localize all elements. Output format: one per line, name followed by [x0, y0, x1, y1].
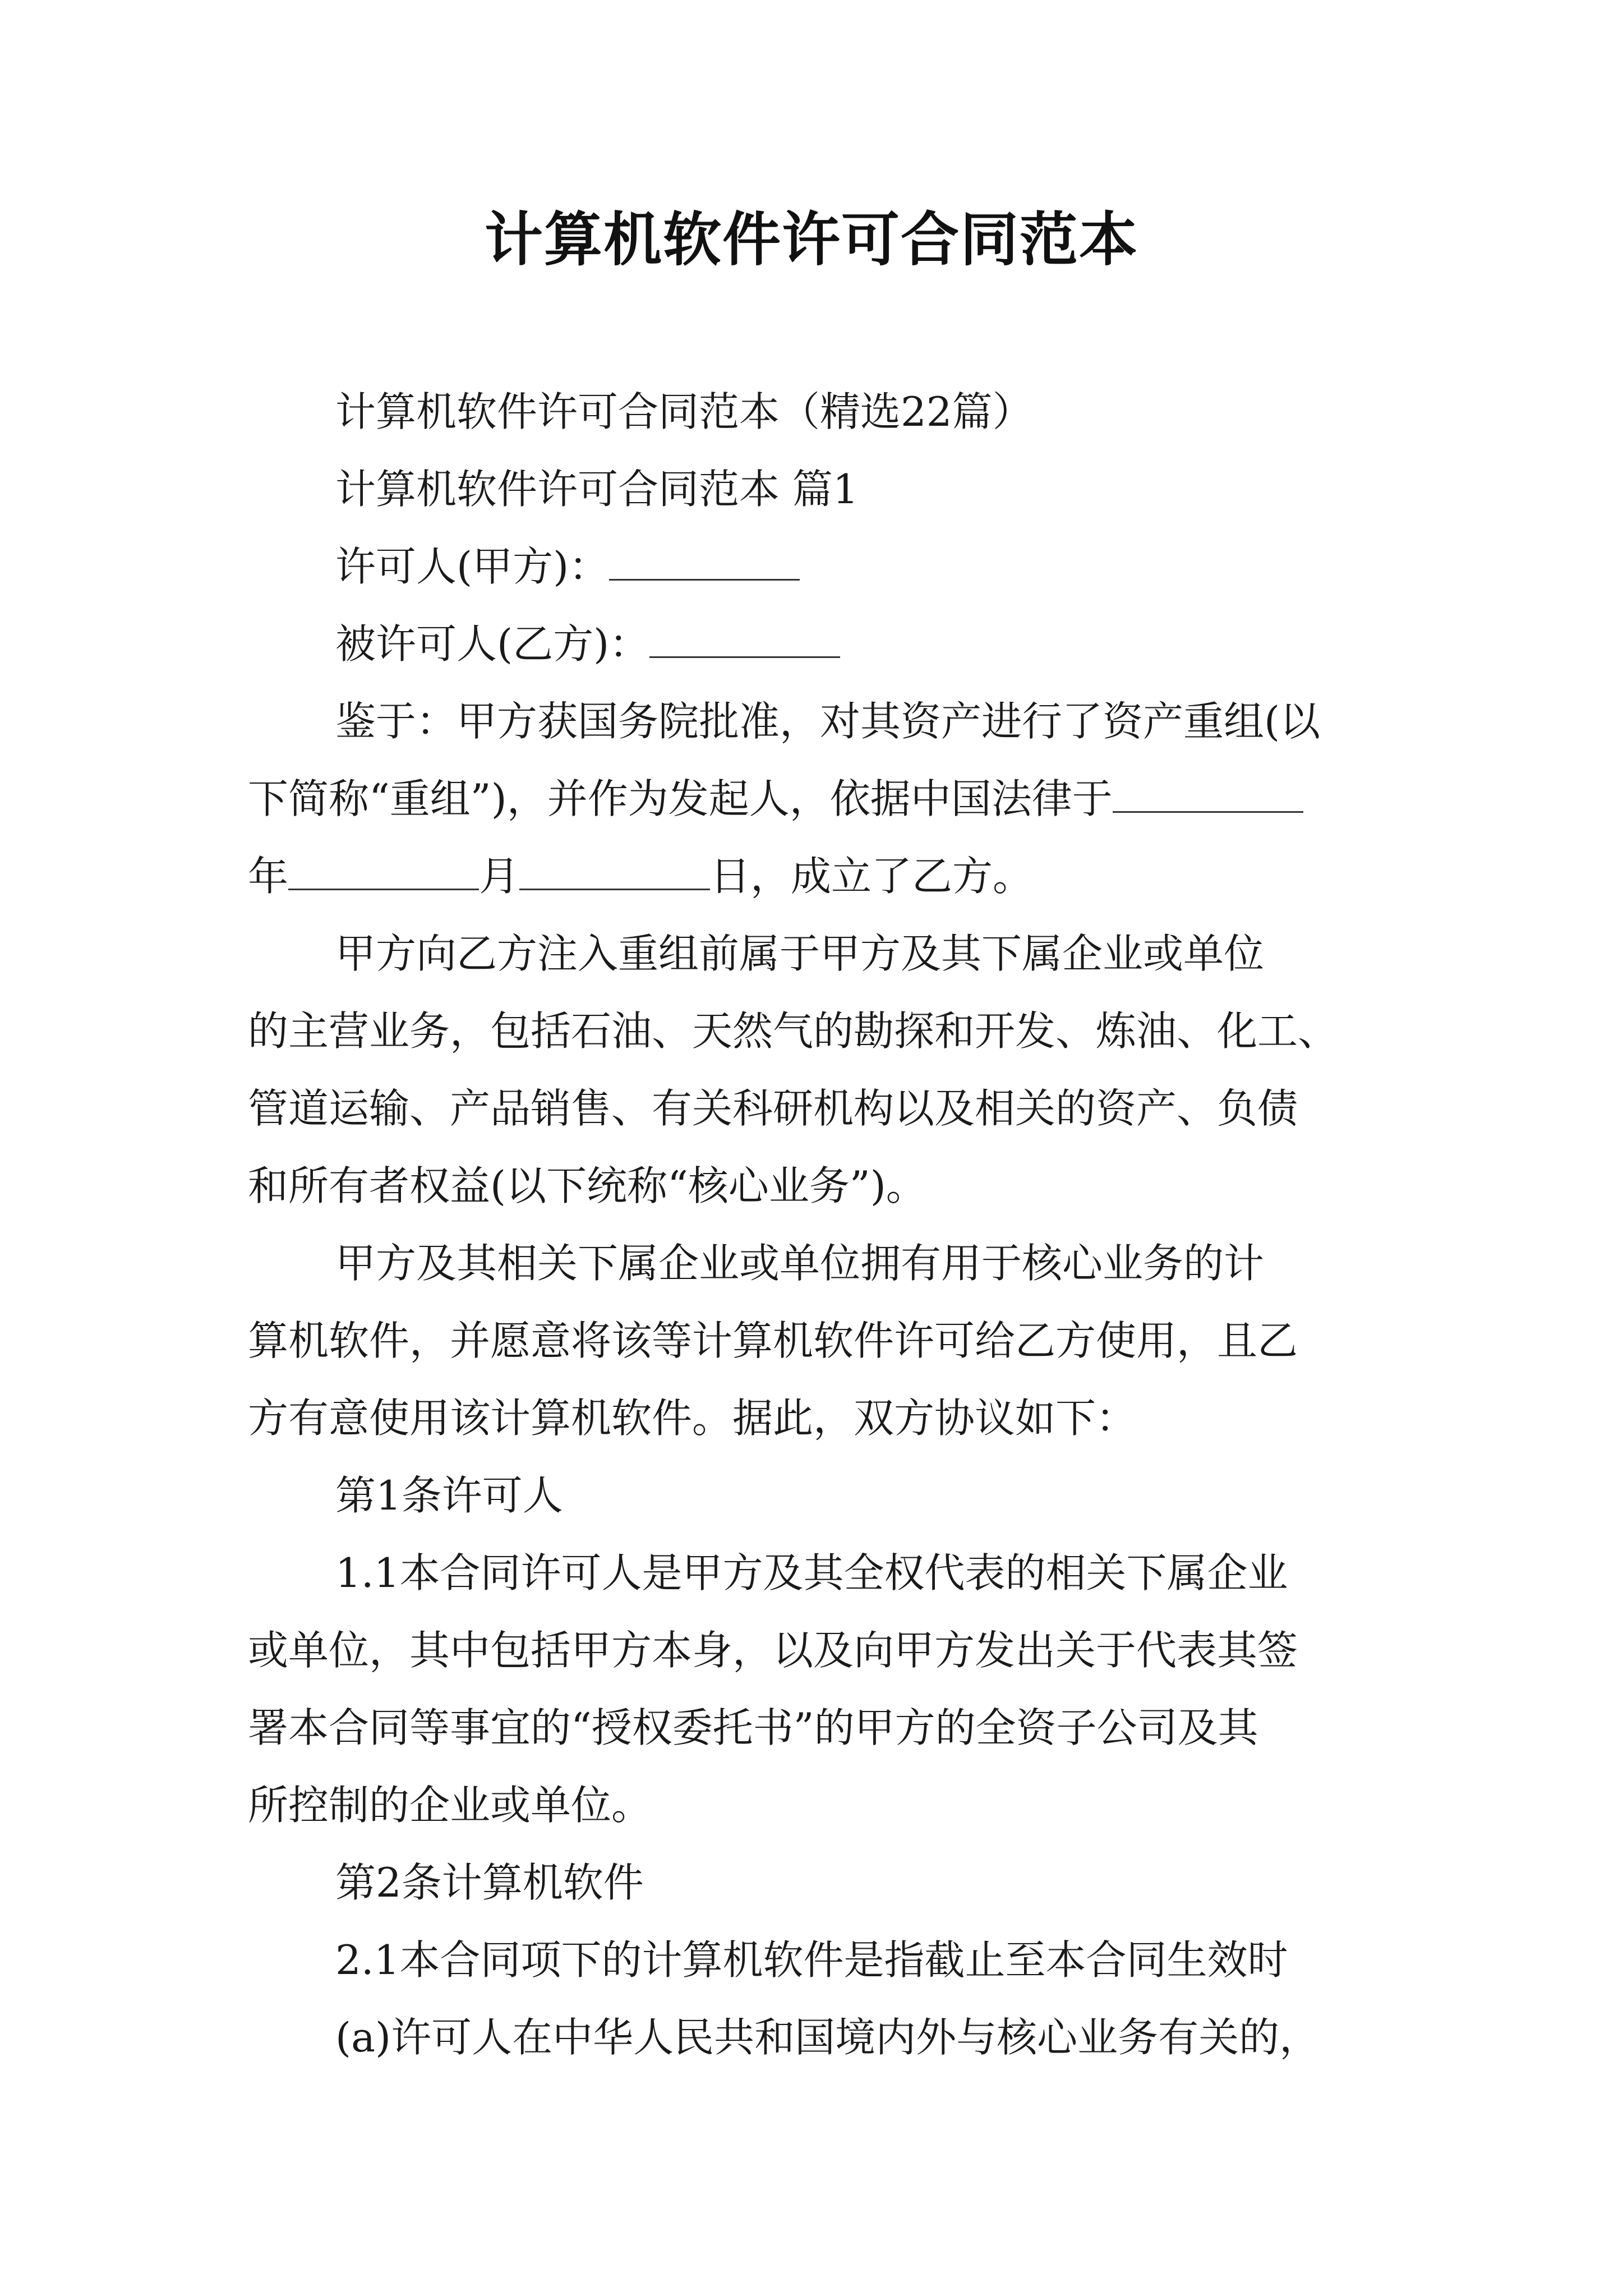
licensor-blank: [609, 544, 800, 581]
subtitle: 计算机软件许可合同范本（精选22篇）: [335, 388, 1033, 435]
licensor-line: [335, 539, 800, 595]
licensee-blank: [649, 622, 840, 658]
licensee-label: 被许可人(乙方)：: [335, 620, 650, 668]
paragraph-text: 下简称“重组”)，并作为发起人，依据中国法律于: [248, 775, 1113, 822]
paragraph-line: 的主营业务，包括石油、天然气的勘探和开发、炼油、化工、: [248, 1007, 1339, 1055]
day-text: 日，成立了乙方。: [710, 853, 1034, 900]
date-line: [248, 848, 1033, 904]
paragraph-line: 管道运输、产品销售、有关科研机构以及相关的资产、负债: [248, 1085, 1298, 1132]
article2-heading: 第2条计算机软件: [335, 1859, 644, 1906]
article1-heading: 第1条许可人: [335, 1472, 563, 1519]
paragraph-line: 或单位，其中包括甲方本身，以及向甲方发出关于代表其签: [248, 1627, 1298, 1674]
paragraph-line: 署本合同等事宜的“授权委托书”的甲方的全资子公司及其: [248, 1704, 1258, 1751]
month-blank: [519, 854, 710, 890]
date-blank: [1113, 776, 1303, 813]
year-blank: [288, 854, 479, 890]
paragraph-line: 甲方向乙方注入重组前属于甲方及其下属企业或单位: [335, 930, 1265, 977]
paragraph-line: 和所有者权益(以下统称“核心业务”)。: [248, 1162, 926, 1209]
paragraph-line: [248, 771, 1303, 827]
paragraph-line: 2.1本合同项下的计算机软件是指截止至本合同生效时: [335, 1936, 1288, 1984]
month-label: 月: [479, 853, 520, 900]
licensee-line: [335, 616, 840, 672]
paragraph-line: 甲方及其相关下属企业或单位拥有用于核心业务的计: [335, 1240, 1265, 1287]
paragraph-line: 算机软件，并愿意将该等计算机软件许可给乙方使用，且乙: [248, 1317, 1298, 1364]
paragraph-line: 所控制的企业或单位。: [248, 1782, 652, 1829]
paragraph-line: 鉴于：甲方获国务院批准，对其资产进行了资产重组(以: [335, 698, 1321, 745]
document-title: 计算机软件许可合同范本: [484, 205, 1138, 274]
paragraph-line: (a)许可人在中华人民共和国境内外与核心业务有关的，: [335, 2014, 1320, 2061]
year-label: 年: [248, 853, 289, 900]
paragraph-line: 1.1本合同许可人是甲方及其全权代表的相关下属企业: [335, 1549, 1288, 1596]
paragraph-line: 方有意使用该计算机软件。据此，双方协议如下：: [248, 1395, 1137, 1442]
licensor-label: 许可人(甲方)：: [335, 543, 610, 590]
section-heading: 计算机软件许可合同范本 篇1: [335, 466, 859, 513]
